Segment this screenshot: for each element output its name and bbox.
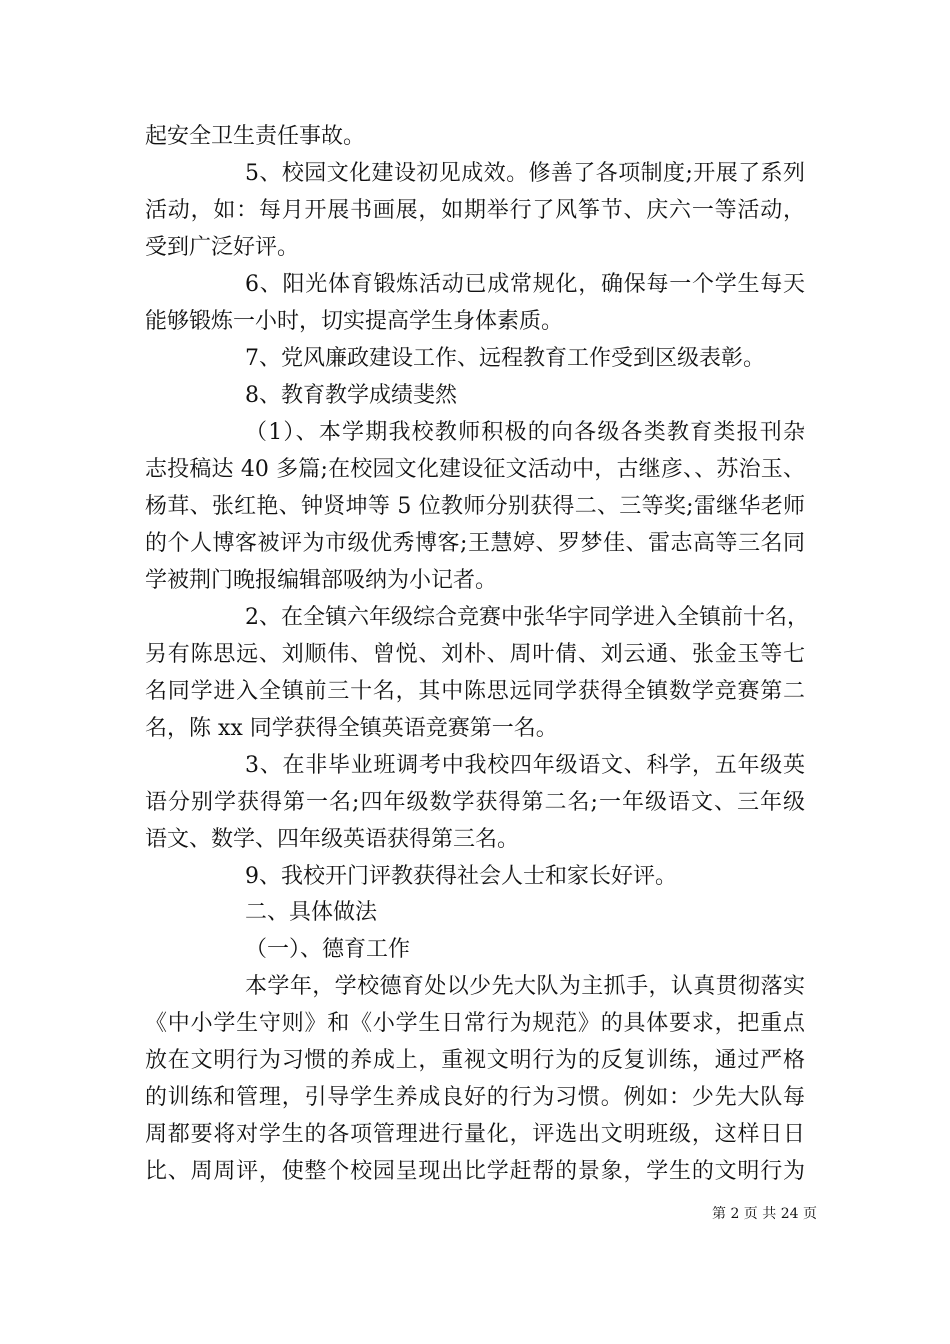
text-line: 本学年，学校德育处以少先大队为主抓手，认真贯彻落实 — [245, 974, 805, 999]
text-line: 5、校园文化建设初见成效。修善了各项制度;开展了系列 — [245, 161, 805, 186]
text-line: （1）、本学期我校教师积极的向各级各类教育类报刊杂 — [245, 420, 805, 445]
text-line: 《中小学生守则》和《小学生日常行为规范》的具体要求，把重点 — [145, 1011, 805, 1036]
text-line: 名，陈 xx 同学获得全镇英语竞赛第一名。 — [145, 716, 558, 741]
text-line: 志投稿达 40 多篇;在校园文化建设征文活动中，古继彦、、苏治玉、 — [145, 457, 805, 482]
text-line: 另有陈思远、刘顺伟、曾悦、刘朴、周叶倩、刘云通、张金玉等七 — [145, 642, 805, 667]
text-line: 2、在全镇六年级综合竞赛中张华宇同学进入全镇前十名， — [245, 605, 809, 630]
text-line: 语分别学获得第一名;四年级数学获得第二名;一年级语文、三年级 — [145, 790, 805, 815]
text-line: 的个人博客被评为市级优秀博客;王慧婷、罗梦佳、雷志高等三名同 — [145, 531, 805, 556]
text-line: 6、阳光体育锻炼活动已成常规化，确保每一个学生每天 — [245, 272, 805, 297]
text-line: 比、周周评，使整个校园呈现出比学赶帮的景象，学生的文明行为 — [145, 1159, 805, 1184]
section-heading: 二、具体做法 — [245, 900, 378, 925]
page-number: 第 2 页 共 24 页 — [712, 1206, 817, 1222]
text-line: 起安全卫生责任事故。 — [145, 124, 366, 149]
subsection-heading: （一）、德育工作 — [245, 937, 411, 962]
text-line: 语文、数学、四年级英语获得第三名。 — [145, 827, 520, 852]
text-line: 名同学进入全镇前三十名，其中陈思远同学获得全镇数学竞赛第二 — [145, 679, 805, 704]
text-line: 受到广泛好评。 — [145, 235, 300, 260]
text-line: 学被荆门晚报编辑部吸纳为小记者。 — [145, 568, 498, 593]
text-line: 8、教育教学成绩斐然 — [245, 383, 457, 408]
text-line: 的训练和管理，引导学生养成良好的行为习惯。例如：少先大队每 — [145, 1085, 805, 1110]
text-line: 活动，如：每月开展书画展，如期举行了风筝节、庆六一等活动， — [145, 198, 805, 223]
text-line: 能够锻炼一小时，切实提高学生身体素质。 — [145, 309, 564, 334]
text-line: 杨茸、张红艳、钟贤坤等 5 位教师分别获得二、三等奖;雷继华老师 — [145, 494, 805, 519]
text-line: 放在文明行为习惯的养成上，重视文明行为的反复训练，通过严格 — [145, 1048, 805, 1073]
text-line: 7、党风廉政建设工作、远程教育工作受到区级表彰。 — [245, 346, 765, 371]
text-line: 9、我校开门评教获得社会人士和家长好评。 — [245, 864, 677, 889]
text-line: 3、在非毕业班调考中我校四年级语文、科学，五年级英 — [245, 753, 805, 778]
text-line: 周都要将对学生的各项管理进行量化，评选出文明班级，这样日日 — [145, 1122, 805, 1147]
